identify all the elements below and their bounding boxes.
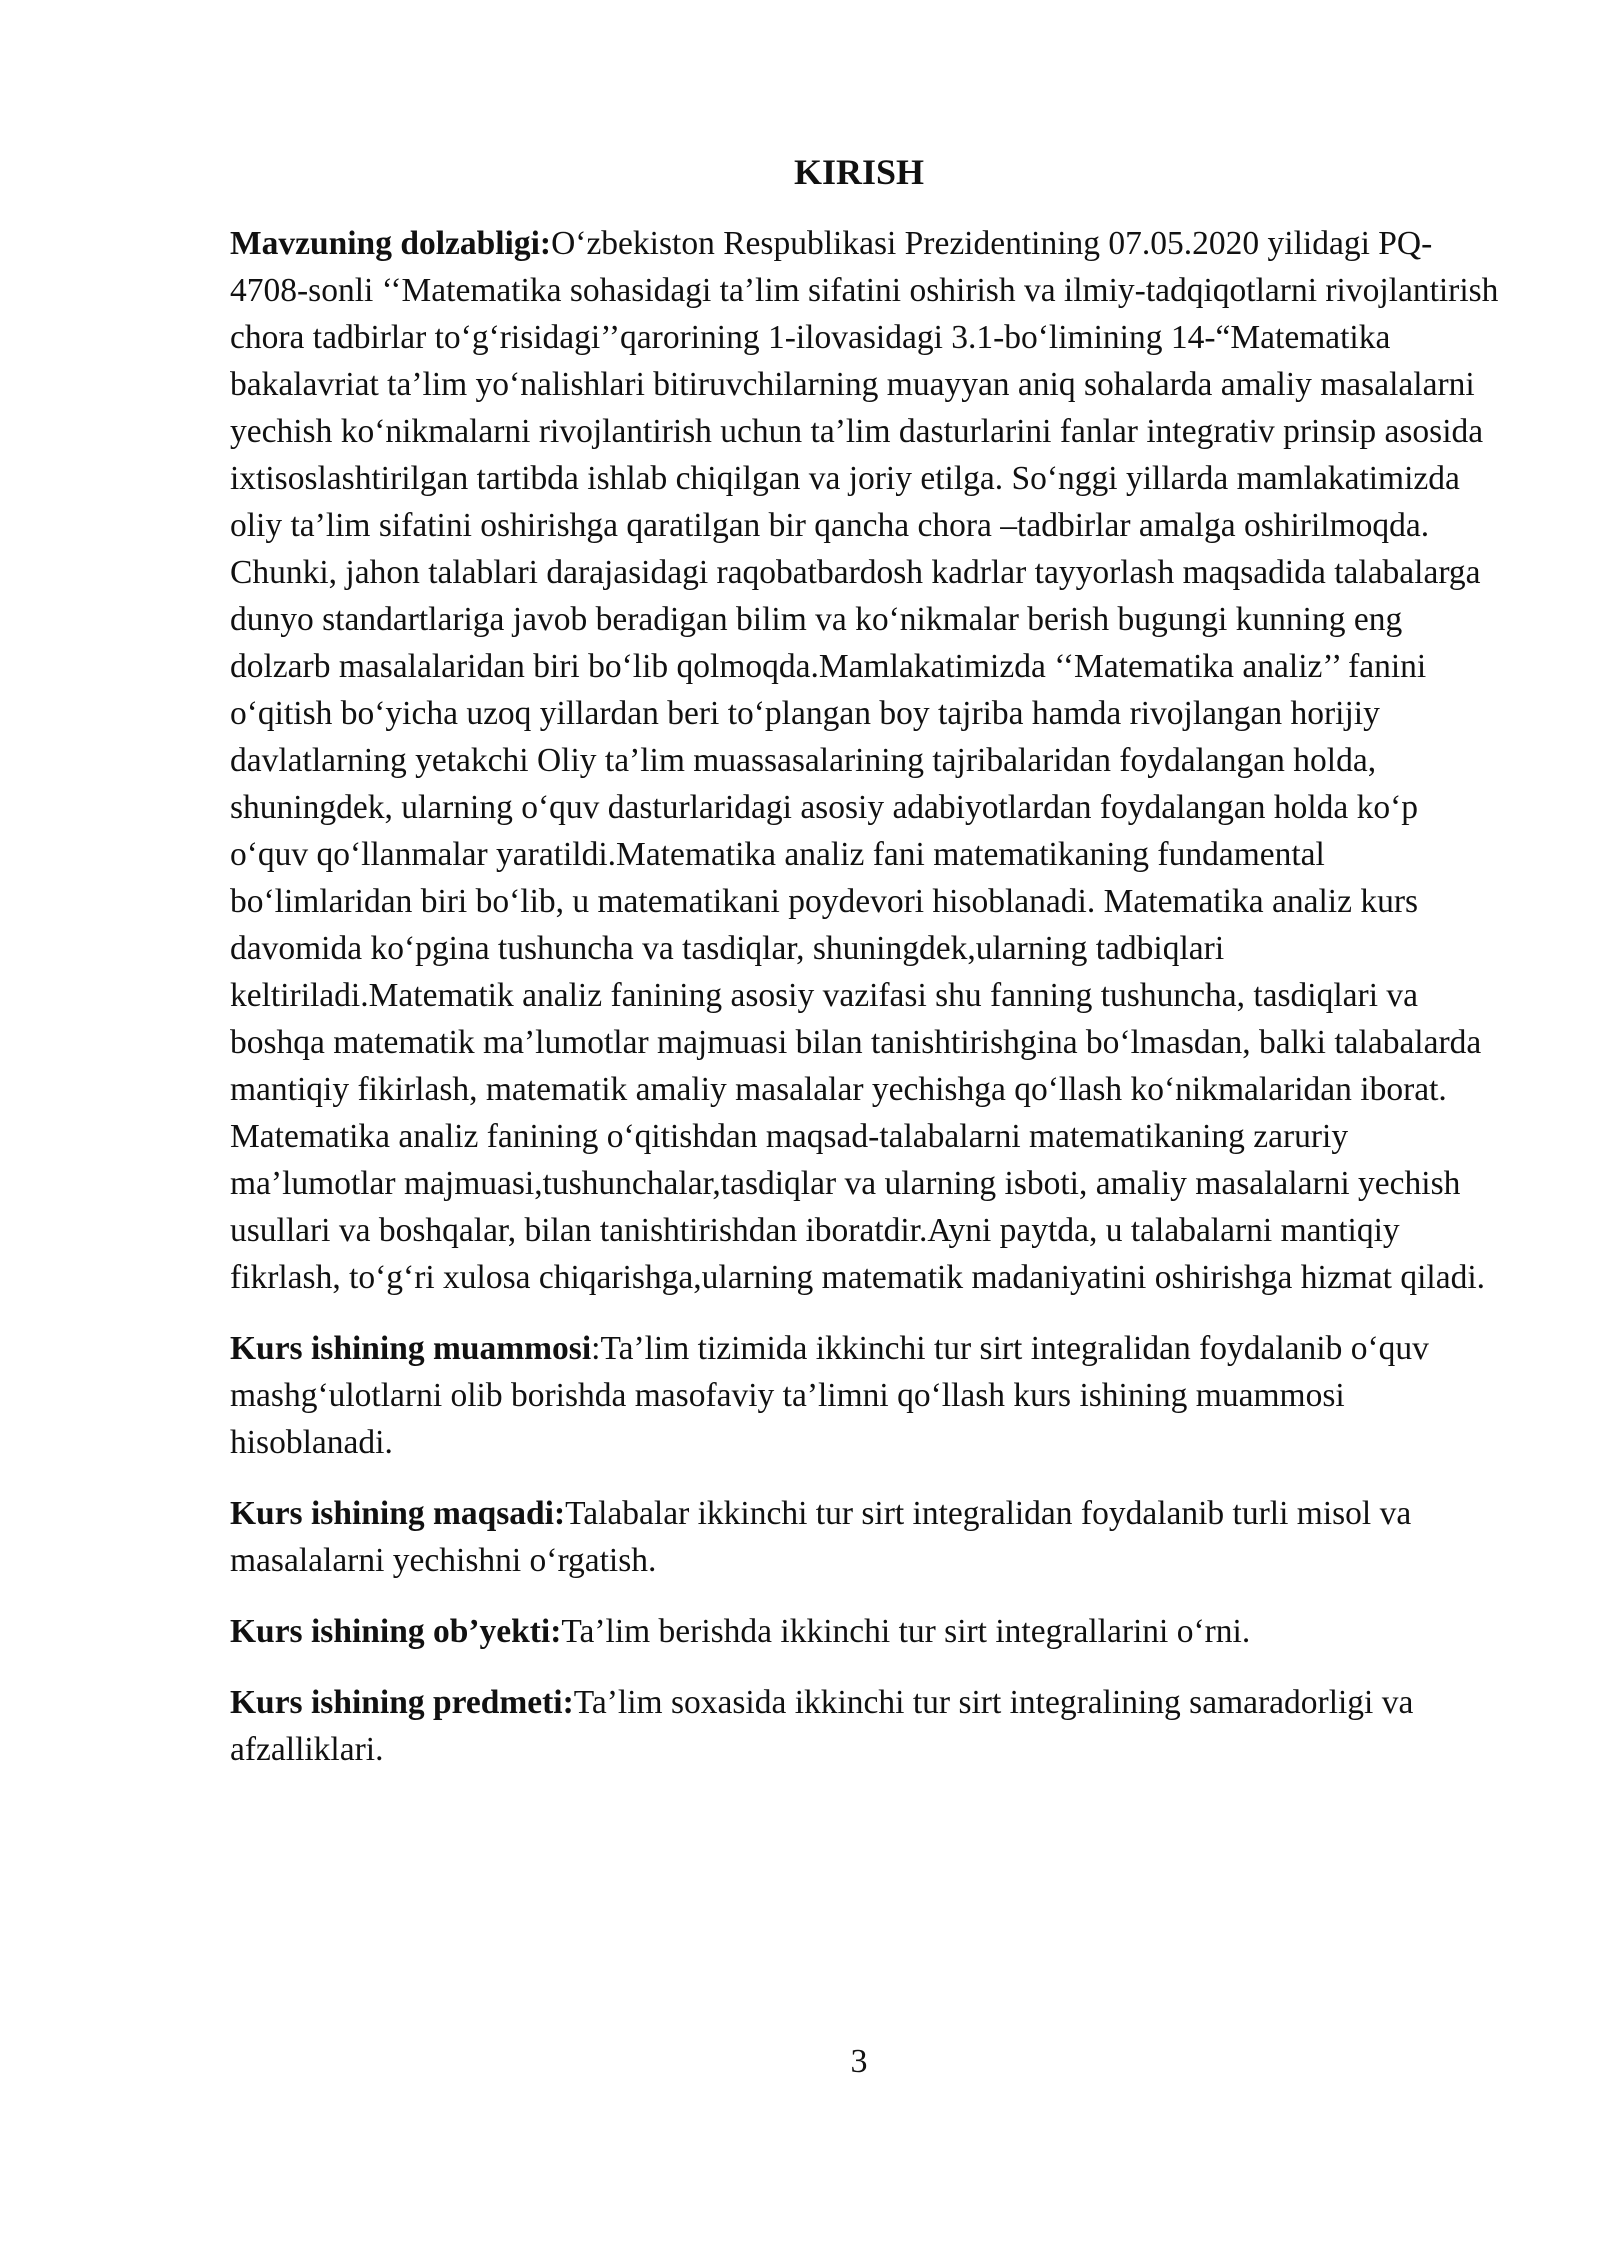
paragraph-text: Ta’lim berishda ikkinchi tur sirt integrallarini o‘rni. [561,1613,1251,1650]
paragraph-lead: Kurs ishining muammosi [230,1330,592,1367]
paragraph-text: :Ta’lim tizimida ikkinchi tur sirt integralidan foydalanib o‘quv mashg‘ulotlarni olib borishda masofaviy ta’limni qo‘llash kurs ishining muammosi hisoblanadi. [230,1330,1429,1461]
paragraph-lead: Kurs ishining maqsadi: [230,1495,566,1532]
paragraph-lead: Kurs ishining ob’yekti: [230,1613,562,1650]
paragraph-lead: Mavzuning dolzabligi: [230,225,552,262]
paragraph-lead: Kurs ishining predmeti: [230,1684,574,1721]
document-body [230,220,1500,1791]
paragraph-goal [230,1490,1500,1584]
paragraph-text: Ta’lim soxasida ikkinchi tur sirt integralining samaradorligi va afzalliklari. [230,1684,1414,1768]
paragraph-text: O‘zbekiston Respublikasi Prezidentining 07.05.2020 yilidagi PQ-4708-sonli ‘‘Matematika sohasidagi ta’lim sifatini oshirish va ilmiy-tadqiqotlarni rivojlantirish chora tadbirlar to‘g‘risidagi’’qarorining 1-ilovasidagi 3.1-bo‘limining 14-“Matematika bakalavriat ta’lim yo‘nalishlari bitiruvchilarning muayyan aniq sohalarda amaliy masalalarni yechish ko‘nikmalarni rivojlantirish uchun ta’lim dasturlarini fanlar integrativ prinsip asosida ixtisoslashtirilgan tartibda ishlab chiqilgan va joriy etilga. So‘nggi yillarda mamlakatimizda oliy ta’lim sifatini oshirishga qaratilgan bir qancha chora –tadbirlar amalga oshirilmoqda. Chunki, jahon talablari darajasidagi raqobatbardosh kadrlar tayyorlash maqsadida talabalarga dunyo standartlariga javob beradigan bilim va ko‘nikmalar berish bugungi kunning eng dolzarb masalalaridan biri bo‘lib qolmoqda.Mamlakatimizda ‘‘Matematika analiz’’ fanini o‘qitish bo‘yicha uzoq yillardan beri to‘plangan boy tajriba hamda rivojlangan horijiy davlatlarning yetakchi Oliy ta’lim muassasalarining tajribalaridan foydalangan holda, shuningdek, ularning o‘quv dasturlaridagi asosiy adabiyotlardan foydalangan holda ko‘p o‘quv qo‘llanmalar yaratildi.Matematika analiz fani matematikaning fundamental bo‘limlaridan biri bo‘lib, u matematikani poydevori hisoblanadi. Matematika analiz kurs davomida ko‘pgina tushuncha va tasdiqlar, shuningdek,ularning tadbiqlari keltiriladi.Matematik analiz fanining asosiy vazifasi shu fanning tushuncha, tasdiqlari va boshqa matematik ma’lumotlar majmuasi bilan tanishtirishgina bo‘lmasdan, balki talabalarda mantiqiy fikirlash, matematik amaliy masalalar yechishga qo‘llash ko‘nikmalaridan iborat. Matematika analiz fanining o‘qitishdan maqsad-talabalarni matematikaning zaruriy ma’lumotlar majmuasi,tushunchalar,tasdiqlar va ularning isboti, amaliy masalalarni yechish usullari va boshqalar, bilan tanishtirishdan iboratdir.Ayni paytda, u talabalarni mantiqiy fikrlash, to‘g‘ri xulosa chiqarishga,ularning matematik madaniyatini oshirishga hizmat qiladi. [230,225,1499,1296]
paragraph-subject [230,1679,1500,1773]
page-number: 3 [850,2043,868,2080]
paragraph-text: Talabalar ikkinchi tur sirt integralidan foydalanib turli misol va masalalarni yechishni o‘rgatish. [230,1495,1412,1579]
paragraph-object [230,1608,1500,1655]
page-title: KIRISH [793,152,925,192]
paragraph-relevance [230,220,1500,1301]
paragraph-problem [230,1325,1500,1466]
